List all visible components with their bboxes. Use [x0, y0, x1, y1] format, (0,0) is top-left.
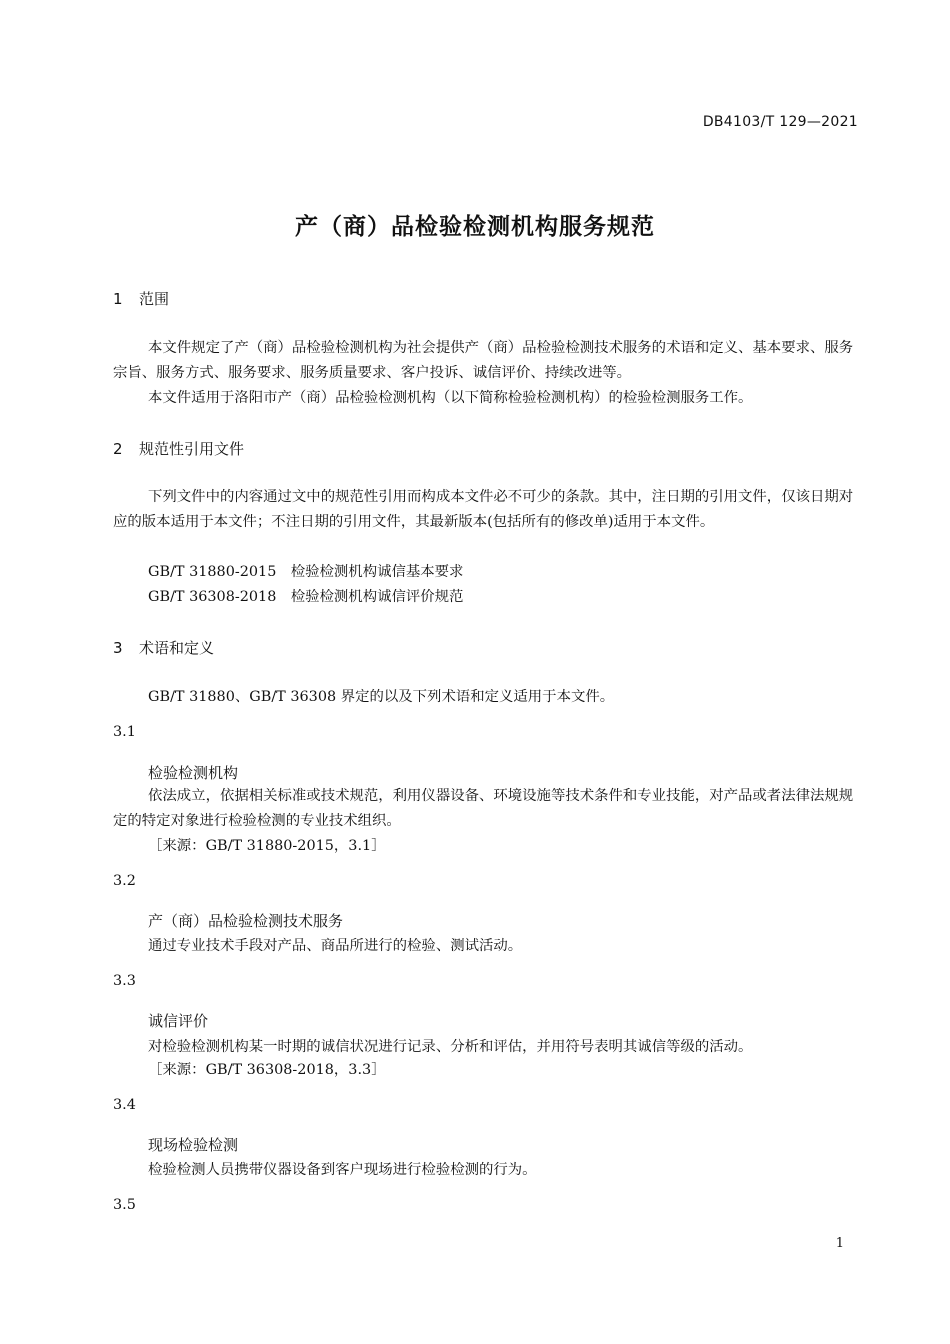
section-2-heading — [113, 438, 244, 459]
term-definition: 对检验检测机构某一时期的诚信状况进行记录、分析和评估，并用符号表明其诚信等级的活动。 — [148, 1039, 753, 1055]
term-name: 诚信评价 — [148, 1012, 209, 1030]
subsection-number: 3.3 — [113, 973, 136, 989]
paragraph: GB/T 31880、GB/T 36308 界定的以及下列术语和定义适用于本文件。 — [148, 689, 615, 705]
term-definition: 依法成立，依据相关标准或技术规范，利用仪器设备、环境设施等技术条件和专业技能，对产品或者法律法规规定的特定对象进行检验检测的专业技术组织。 — [113, 788, 854, 829]
term-name: 检验检测机构 — [148, 764, 239, 782]
paragraph: 本文件适用于洛阳市产（商）品检验检测机构（以下简称检验检测机构）的检验检测服务工作。 — [148, 390, 753, 406]
subsection-number: 3.1 — [113, 724, 136, 740]
page-number: 1 — [835, 1236, 844, 1251]
term-name: 产（商）品检验检测技术服务 — [148, 912, 344, 930]
term-name: 现场检验检测 — [148, 1136, 239, 1154]
section-number: 1 — [113, 290, 123, 308]
subsection-number: 3.5 — [113, 1197, 136, 1213]
term-source: ［来源：GB/T 31880-2015，3.1］ — [148, 838, 386, 854]
subsection-number: 3.2 — [113, 873, 136, 889]
paragraph: 下列文件中的内容通过文中的规范性引用而构成本文件必不可少的条款。其中，注日期的引用文件，仅该日期对应的版本适用于本文件；不注日期的引用文件，其最新版本(包括所有的修改单)适用于本文件。 — [113, 489, 854, 530]
document-title: 产（商）品检验检测机构服务规范 — [295, 214, 655, 240]
section-3-heading — [113, 637, 214, 658]
reference-item: GB/T 31880-2015 检验检测机构诚信基本要求 — [148, 564, 464, 580]
section-title: 术语和定义 — [139, 639, 215, 657]
section-1-heading — [113, 288, 169, 309]
document-code: DB4103/T 129—2021 — [702, 114, 858, 130]
paragraph: 本文件规定了产（商）品检验检测机构为社会提供产（商）品检验检测技术服务的术语和定义、基本要求、服务宗旨、服务方式、服务要求、服务质量要求、客户投诉、诚信评价、持续改进等。 — [113, 340, 854, 381]
section-title: 范围 — [139, 290, 170, 308]
subsection-number: 3.4 — [113, 1097, 136, 1113]
section-number: 3 — [113, 639, 123, 657]
section-title: 规范性引用文件 — [139, 440, 245, 458]
term-source: ［来源：GB/T 36308-2018，3.3］ — [148, 1062, 386, 1078]
reference-item: GB/T 36308-2018 检验检测机构诚信评价规范 — [148, 589, 464, 605]
term-definition: 通过专业技术手段对产品、商品所进行的检验、测试活动。 — [148, 938, 523, 954]
section-number: 2 — [113, 440, 123, 458]
term-definition: 检验检测人员携带仪器设备到客户现场进行检验检测的行为。 — [148, 1162, 537, 1178]
